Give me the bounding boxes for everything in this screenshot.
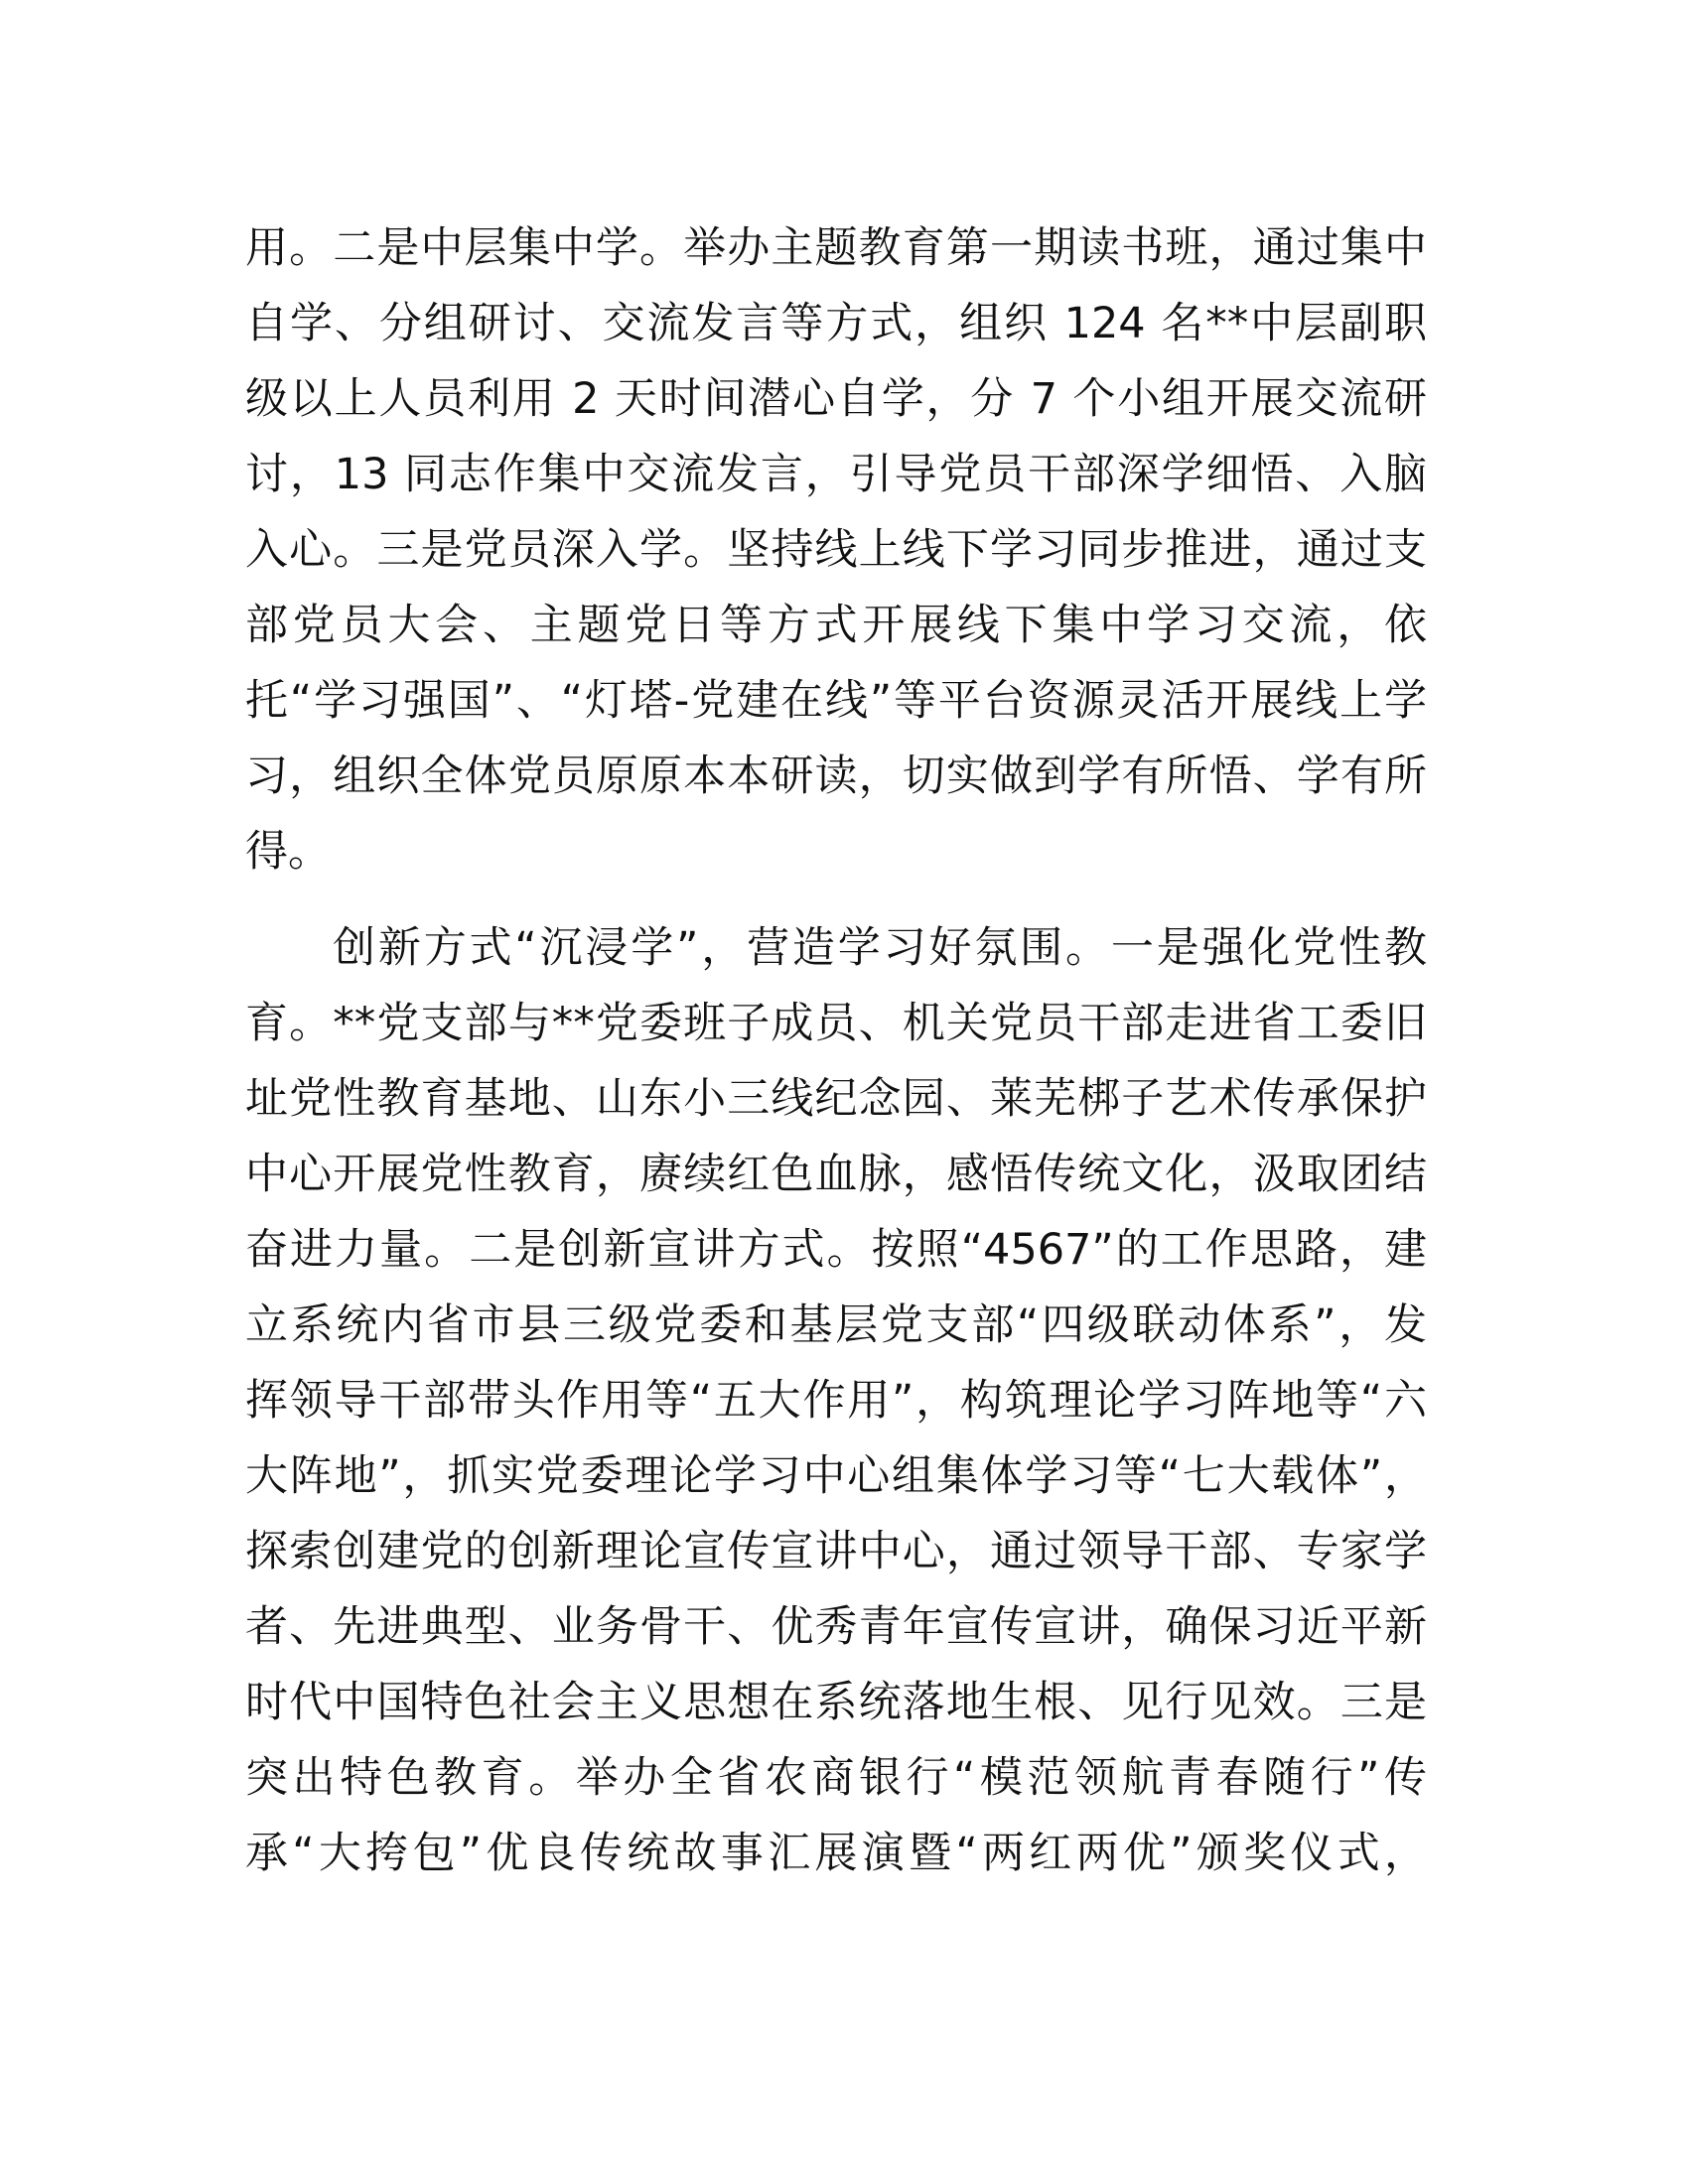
text-line: 挥领导干部带头作用等“五大作用”，构筑理论学习阵地等“六	[245, 1376, 1427, 1426]
text-line: 得。	[245, 827, 331, 877]
text-line: 突出特色教育。举办全省农商银行“模范领航青春随行”传	[245, 1753, 1427, 1803]
text-line: 育。**党支部与**党委班子成员、机关党员干部走进省工委旧	[245, 999, 1427, 1048]
text-line: 部党员大会、主题党日等方式开展线下集中学习交流，依	[245, 601, 1427, 650]
document-page	[245, 210, 1427, 1891]
paragraph-1	[245, 210, 1427, 889]
text-line: 中心开展党性教育，赓续红色血脉，感悟传统文化，汲取团结	[245, 1150, 1427, 1199]
text-line: 创新方式“沉浸学”，营造学习好氛围。一是强化党性教	[333, 923, 1427, 973]
text-line: 址党性教育基地、山东小三线纪念园、莱芜梆子艺术传承保护	[245, 1074, 1427, 1124]
text-line: 探索创建党的创新理论宣传宣讲中心，通过领导干部、专家学	[245, 1527, 1427, 1576]
paragraph-2	[245, 910, 1427, 1891]
text-line: 用。二是中层集中学。举办主题教育第一期读书班，通过集中	[245, 223, 1427, 273]
text-line: 立系统内省市县三级党委和基层党支部“四级联动体系”，发	[245, 1300, 1427, 1350]
text-line: 时代中国特色社会主义思想在系统落地生根、见行见效。三是	[245, 1678, 1427, 1727]
text-line: 奋进力量。二是创新宣讲方式。按照“4567”的工作思路，建	[245, 1225, 1427, 1275]
text-line: 者、先进典型、业务骨干、优秀青年宣传宣讲，确保习近平新	[245, 1602, 1427, 1652]
text-line: 自学、分组研讨、交流发言等方式，组织 124 名**中层副职	[245, 299, 1427, 348]
text-line: 大阵地”，抓实党委理论学习中心组集体学习等“七大载体”，	[245, 1451, 1427, 1501]
text-line: 讨，13 同志作集中交流发言，引导党员干部深学细悟、入脑	[245, 450, 1427, 499]
text-line: 入心。三是党员深入学。坚持线上线下学习同步推进，通过支	[245, 525, 1427, 575]
text-line: 承“大挎包”优良传统故事汇展演暨“两红两优”颁奖仪式，	[245, 1829, 1427, 1878]
text-line: 托“学习强国”、“灯塔-党建在线”等平台资源灵活开展线上学	[245, 676, 1427, 726]
text-line: 级以上人员利用 2 天时间潜心自学，分 7 个小组开展交流研	[245, 374, 1427, 424]
text-line: 习，组织全体党员原原本本研读，切实做到学有所悟、学有所	[245, 751, 1427, 801]
